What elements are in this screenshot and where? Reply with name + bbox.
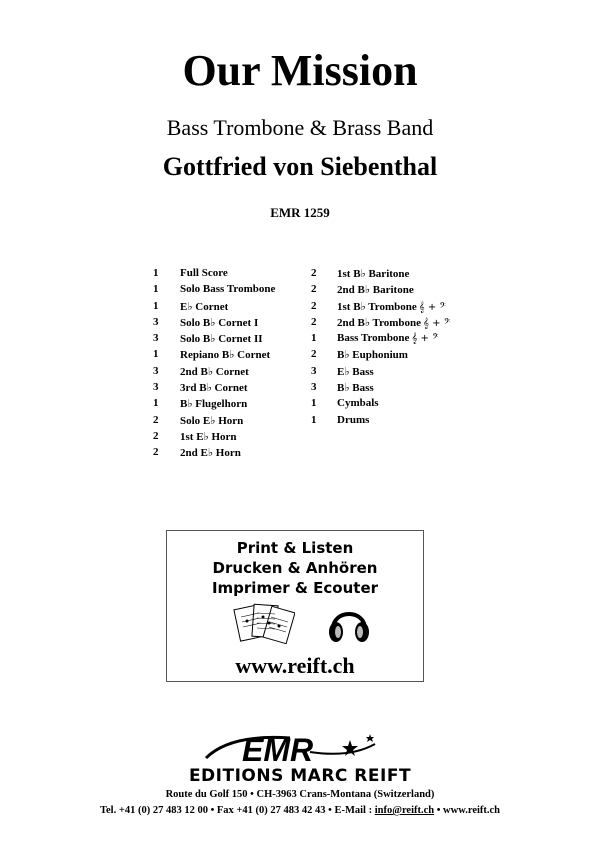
part-row — [311, 316, 471, 332]
part-row — [311, 283, 471, 299]
part-row — [153, 348, 303, 364]
contact-website: • www.reift.ch — [434, 805, 501, 816]
contact-phone-fax: Tel. +41 (0) 27 483 12 00 • Fax +41 (0) 27 483 42 43 • E-Mail : — [99, 805, 375, 816]
contact-email-link[interactable]: info@reift.ch — [374, 805, 435, 816]
part-quantity: 1 — [153, 397, 159, 410]
part-name — [337, 267, 409, 280]
part-quantity: 3 — [311, 381, 317, 394]
part-quantity: 1 — [311, 397, 317, 410]
promo-line-french: Imprimer & Ecouter — [211, 579, 379, 597]
star-icon — [366, 734, 374, 742]
part-quantity: 1 — [153, 299, 159, 312]
sheet-music-icon — [233, 601, 295, 647]
part-name-text: B♭ Euphonium — [337, 349, 408, 362]
part-quantity: 3 — [153, 332, 159, 345]
part-name-text: Solo B♭ Cornet II — [180, 333, 263, 346]
part-name — [180, 316, 258, 329]
part-name — [337, 332, 439, 344]
part-row — [311, 414, 471, 430]
part-quantity: 2 — [153, 446, 159, 459]
part-row — [153, 283, 303, 299]
part-quantity: 1 — [153, 267, 159, 279]
parts-list-left — [153, 267, 303, 463]
part-quantity: 1 — [153, 283, 159, 296]
part-quantity: 2 — [311, 348, 317, 361]
promo-line-german: Drucken & Anhören — [212, 559, 378, 577]
part-name-text: Solo B♭ Cornet I — [180, 316, 259, 329]
part-row — [311, 300, 471, 316]
promo-line-english: Print & Listen — [236, 539, 354, 557]
part-name-text: B♭ Flugelhorn — [180, 398, 248, 411]
part-name — [337, 414, 369, 426]
part-name — [180, 397, 247, 410]
part-row — [153, 316, 303, 332]
part-quantity: 2 — [311, 267, 317, 279]
part-row — [153, 267, 303, 283]
part-quantity: 3 — [311, 364, 317, 377]
part-quantity: 1 — [311, 332, 317, 345]
part-quantity: 2 — [153, 429, 159, 442]
part-row — [153, 446, 303, 462]
part-name — [180, 348, 270, 361]
part-name-text: Solo Bass Trombone — [180, 283, 276, 296]
part-name — [337, 283, 414, 296]
part-name — [180, 283, 275, 295]
publisher-address: Route du Golf 150 • CH-3963 Crans-Montana (Switzerland) — [165, 789, 435, 800]
part-name — [337, 381, 374, 394]
promo-website: www.reift.ch — [235, 653, 355, 678]
clef-icon: 𝄞 + 𝄢 — [411, 333, 439, 345]
part-name-text: Solo E♭ Horn — [180, 414, 244, 427]
headphones-icon — [327, 599, 371, 647]
part-row — [311, 397, 471, 413]
publisher-contact — [0, 805, 600, 816]
part-quantity: 3 — [153, 364, 159, 377]
part-name — [180, 381, 248, 394]
clef-icon: 𝄞 + 𝄢 — [423, 317, 451, 329]
part-name — [180, 300, 228, 313]
part-name — [180, 414, 243, 427]
part-row — [153, 381, 303, 397]
part-name-text: 2nd E♭ Horn — [180, 447, 241, 460]
part-quantity: 1 — [153, 348, 159, 361]
part-name-text: Repiano B♭ Cornet — [180, 349, 271, 362]
part-name-text: Drums — [337, 413, 370, 426]
part-name-text: 1st E♭ Horn — [180, 430, 237, 443]
part-name-text: B♭ Bass — [337, 382, 374, 395]
part-row — [153, 430, 303, 446]
part-name-text: 1st B♭ Baritone — [337, 268, 410, 280]
part-name — [180, 446, 241, 459]
part-name-text: 2nd B♭ Cornet — [180, 365, 249, 378]
part-row — [153, 332, 303, 348]
page-title: Our Mission — [182, 46, 418, 95]
composer-name: Gottfried von Siebenthal — [162, 152, 438, 181]
part-name-text: 1st B♭ Trombone — [337, 300, 417, 313]
part-row — [153, 414, 303, 430]
part-name — [180, 267, 228, 279]
clef-icon: 𝄞 + 𝄢 — [418, 301, 446, 313]
part-quantity: 1 — [311, 413, 317, 426]
part-quantity: 2 — [311, 283, 317, 296]
part-name-text: 2nd B♭ Baritone — [337, 284, 414, 297]
part-quantity: 2 — [311, 315, 317, 328]
part-name — [180, 365, 249, 378]
part-name-text: 3rd B♭ Cornet — [180, 382, 248, 395]
part-quantity: 3 — [153, 315, 159, 328]
part-name — [337, 316, 450, 329]
part-name-text: E♭ Bass — [337, 365, 374, 378]
subtitle: Bass Trombone & Brass Band — [166, 115, 434, 140]
part-row — [311, 381, 471, 397]
publisher-name: EDITIONS MARC REIFT — [188, 766, 412, 786]
part-row — [153, 300, 303, 316]
part-name — [180, 430, 237, 443]
part-name — [337, 348, 408, 361]
part-name-text: 2nd B♭ Trombone — [337, 316, 422, 329]
part-name — [337, 397, 379, 409]
part-row — [311, 348, 471, 364]
part-name — [337, 365, 374, 378]
part-quantity: 3 — [153, 381, 159, 394]
part-row — [311, 365, 471, 381]
part-name-text: Cymbals — [337, 397, 379, 410]
logo-text: EMR — [242, 732, 314, 768]
part-quantity: 2 — [153, 413, 159, 426]
part-name-text: Full Score — [180, 267, 228, 279]
part-quantity: 2 — [311, 299, 317, 312]
part-row — [153, 365, 303, 381]
part-name-text: E♭ Cornet — [180, 300, 229, 313]
part-row — [311, 267, 471, 283]
part-name — [180, 332, 263, 345]
part-name — [337, 300, 446, 313]
part-row — [311, 332, 471, 348]
print-listen-box — [166, 530, 424, 682]
part-row — [153, 397, 303, 413]
catalog-number: EMR 1259 — [270, 205, 330, 220]
parts-list-right — [311, 267, 471, 430]
part-name-text: Bass Trombone — [337, 332, 410, 345]
